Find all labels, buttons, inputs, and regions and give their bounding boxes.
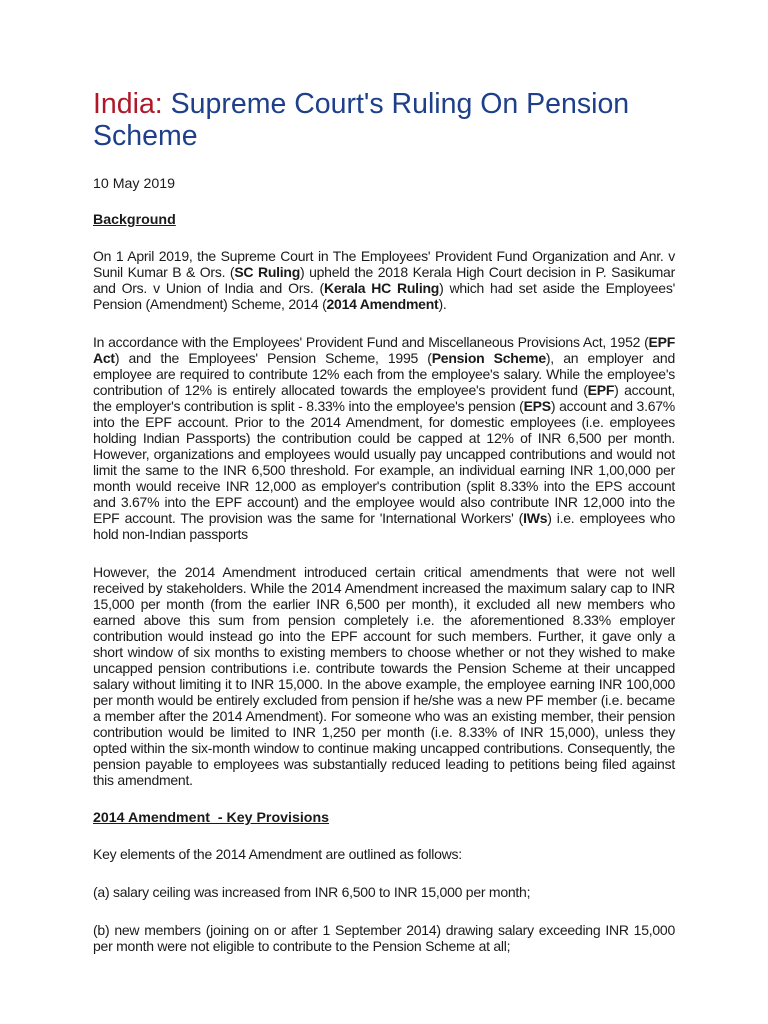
term-eps: EPS xyxy=(523,398,551,414)
term-2014-amendment: 2014 Amendment xyxy=(326,296,439,312)
term-kerala-hc-ruling: Kerala HC Ruling xyxy=(323,280,440,296)
paragraph-key-elements-intro: Key elements of the 2014 Amendment are outlined as follows: xyxy=(93,846,462,862)
term-sc-ruling: SC Ruling xyxy=(234,264,301,280)
term-iws: IWs xyxy=(523,510,548,526)
list-item-a: (a) salary ceiling was increased from INR 6,500 to INR 15,000 per month; xyxy=(93,884,531,900)
article xyxy=(93,88,675,954)
paragraph-contributions: In accordance with the Employees' Provident Fund and Miscellaneous Provisions Act, 1952 (EPF Act) and the Employees' Pension Scheme, 1995 (Pension Scheme), an employer and employee are required to contribute 12% each from the employee's salary. While the employee's contribution of 12% is entirely allocated towards the employee's provident fund (EPF) account, the employer's contribution is split - 8.33% into the employee's pension (EPS) account and 3.67% into the EPF account. Prior to the 2014 Amendment, for domestic employees (i.e. employees holding Indian Passports) the contribution could be capped at 12% of INR 6,500 per month. However, organizations and employees would usually pay uncapped contributions and would not limit the same to the INR 6,500 threshold. For example, an individual earning INR 1,00,000 per month would receive INR 12,000 as employer's contribution (split 8.33% into the EPS account and 3.67% into the EPF account) and the employee would also contribute INR 12,000 into the EPF account. The provision was the same for 'International Workers' (IWs) i.e. employees who hold non-Indian passports xyxy=(93,334,676,542)
section-heading-key-provisions: 2014 Amendment - Key Provisions xyxy=(93,810,330,826)
paragraph-amendment-effects: However, the 2014 Amendment introduced certain critical amendments that were not well received by stakeholders. While the 2014 Amendment increased the maximum salary cap to INR 15,000 per month (from the earlier INR 6,500 per month), it excluded all new members who earned above this sum from pension completely i.e. the aforementioned 8.33% employer contribution would instead go into the EPF account for such members. Further, it gave only a short window of six months to existing members to choose whether or not they wished to make uncapped pension contributions i.e. contribute towards the Pension Scheme at their uncapped salary without limiting it to INR 15,000. In the above example, the employee earning INR 100,000 per month would be entirely excluded from pension if he/she was a new PF member (i.e. became a member after the 2014 Amendment). For someone who was an existing member, their pension contribution would be limited to INR 1,250 per month (i.e. 8.33% of INR 15,000), unless they opted within the six-month window to continue making uncapped contributions. Consequently, the pension payable to employees was substantially reduced leading to petitions being filed against this amendment. xyxy=(93,564,675,788)
section-heading-background: Background xyxy=(93,212,176,228)
term-epf: EPF xyxy=(587,382,615,398)
paragraph-sc-ruling: On 1 April 2019, the Supreme Court in The Employees' Provident Fund Organization and Anr. v Sunil Kumar B & Ors. (SC Ruling) upheld the 2018 Kerala High Court decision in P. Sasikumar and Ors. v Union of India and Ors. (Kerala HC Ruling) which had set aside the Employees' Pension (Amendment) Scheme, 2014 (2014 Amendment). xyxy=(93,248,675,312)
list-item-b: (b) new members (joining on or after 1 September 2014) drawing salary exceeding INR 15,000 per month were not eligible to contribute to the Pension Scheme at all; xyxy=(93,922,675,954)
term-epf-act: EPF Act xyxy=(93,334,675,366)
term-pension-scheme: Pension Scheme xyxy=(431,350,546,366)
title-text: Supreme Court's Ruling On Pension Scheme xyxy=(93,88,630,152)
article-title xyxy=(93,88,675,152)
article-date: 10 May 2019 xyxy=(93,176,176,192)
title-country: India: xyxy=(93,88,163,120)
